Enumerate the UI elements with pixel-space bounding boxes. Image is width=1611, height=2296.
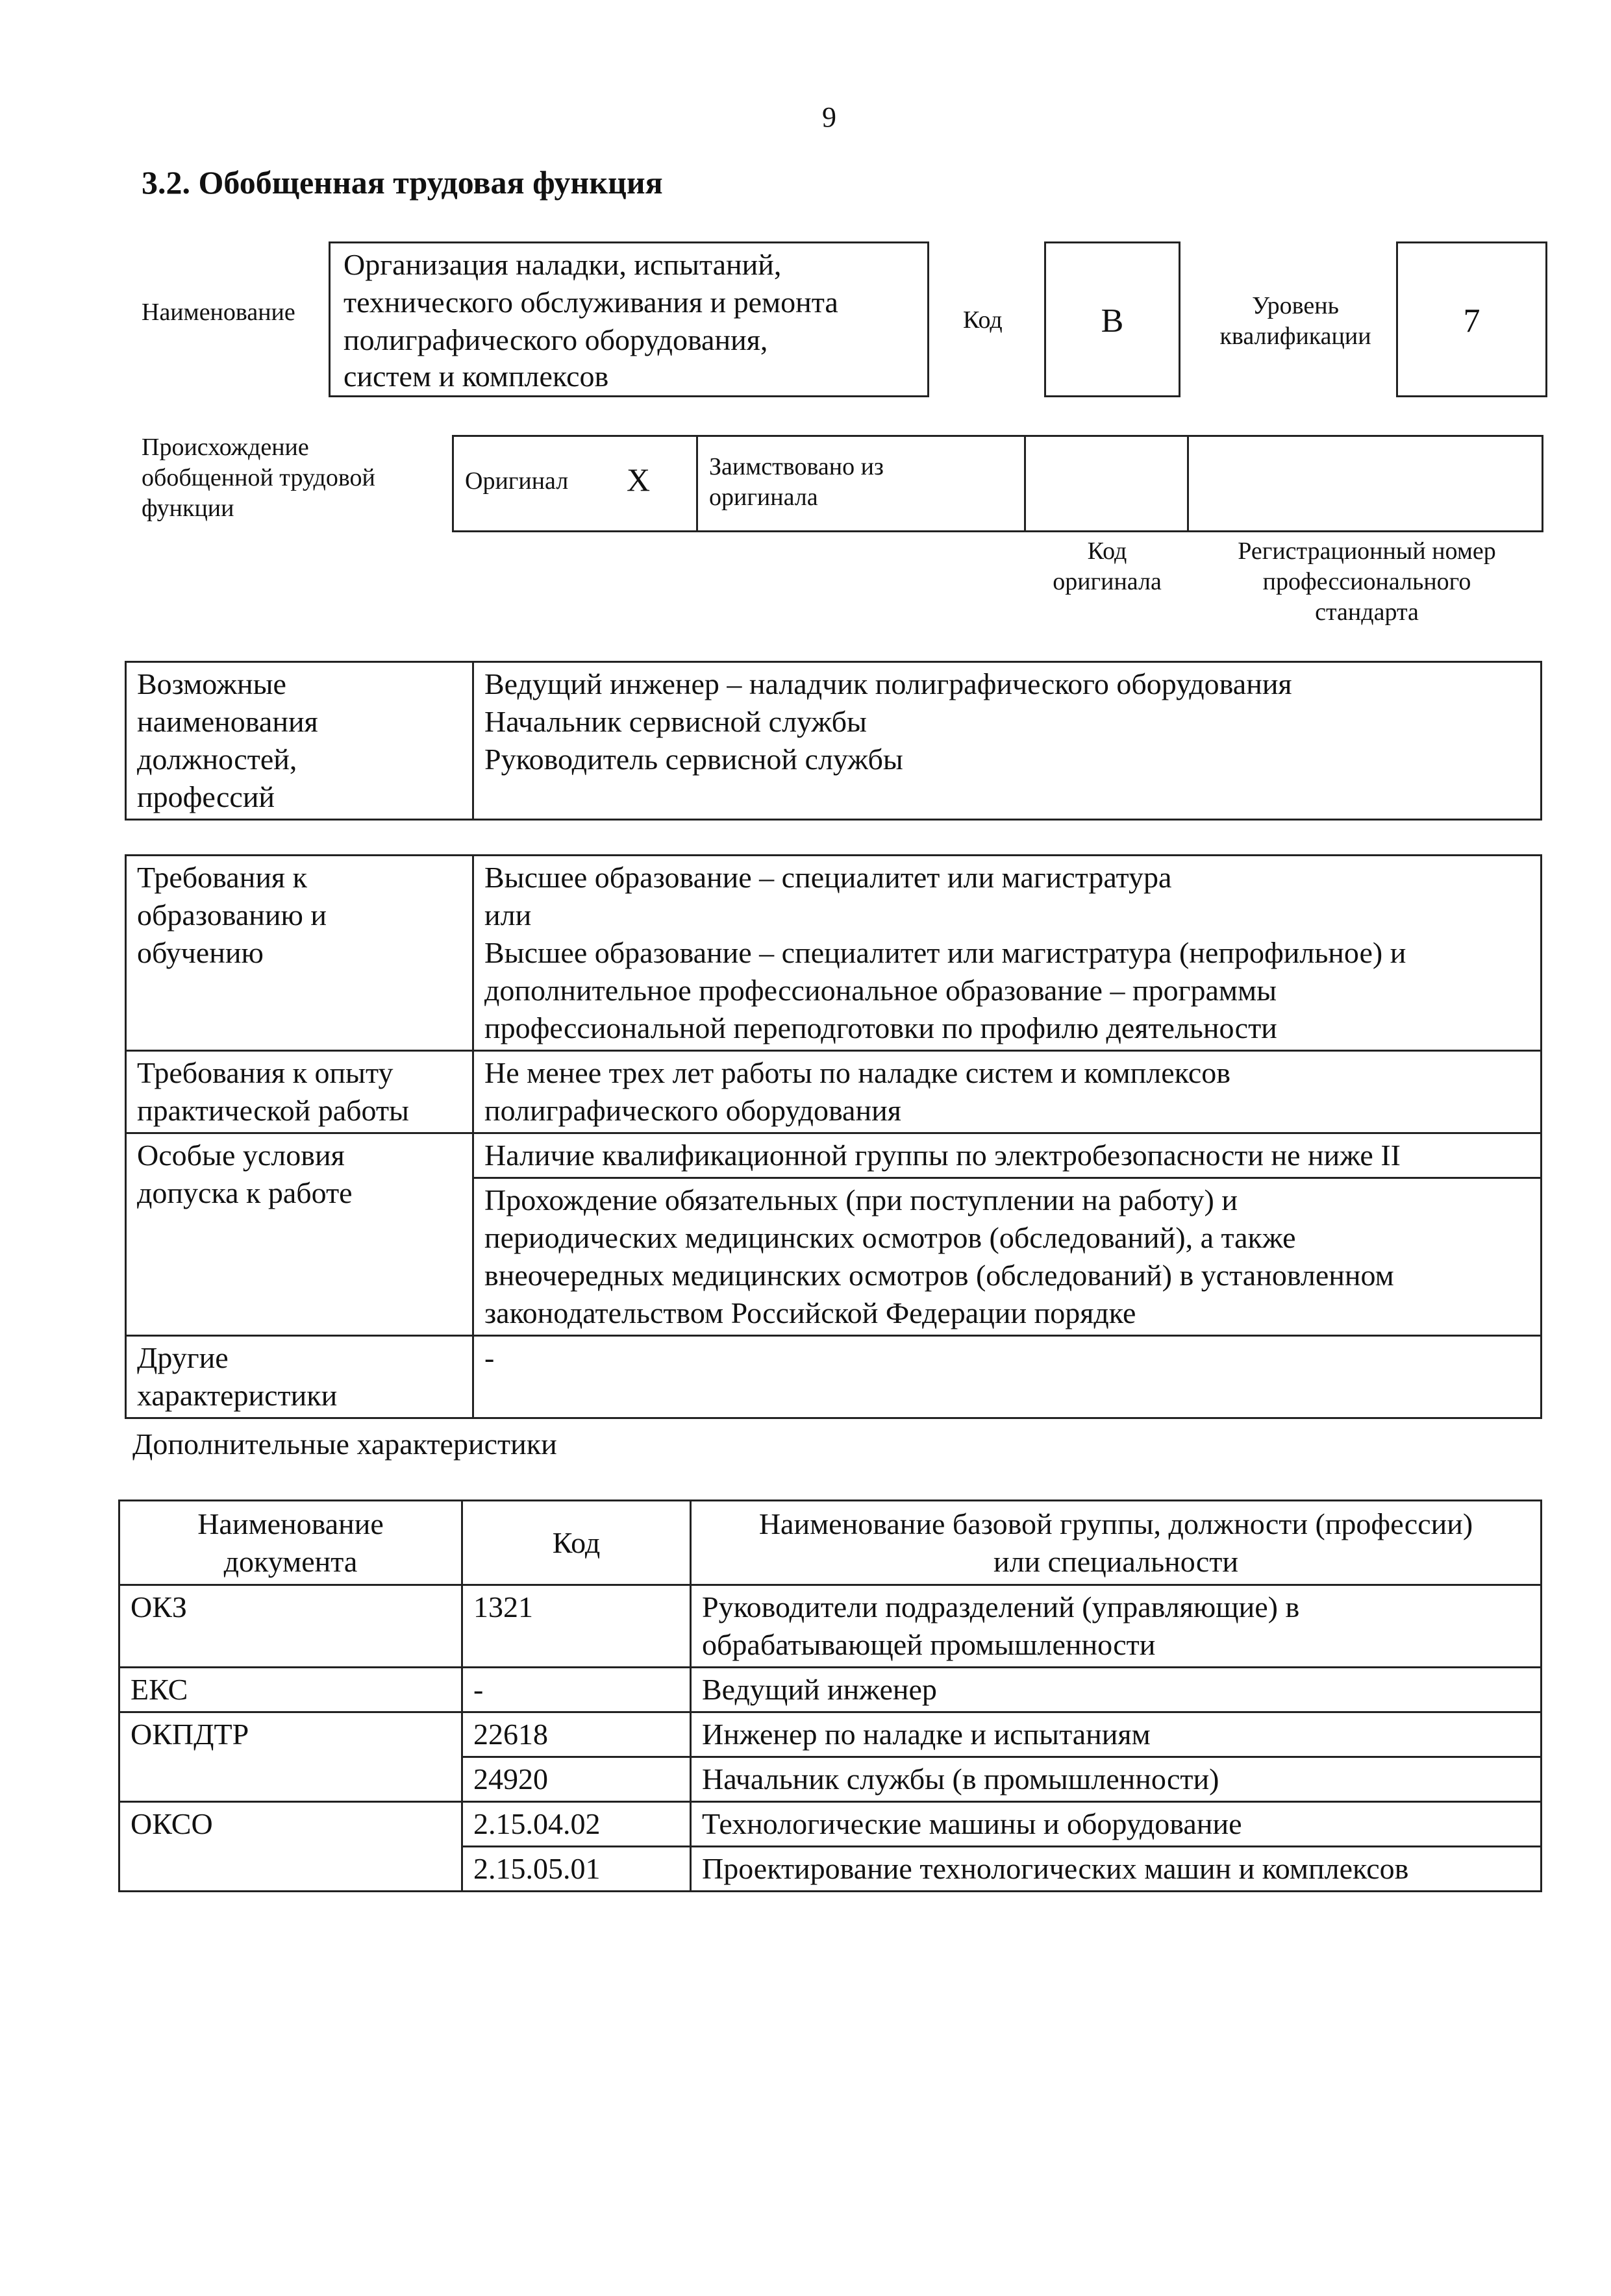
value-line: Высшее образование – специалитет или магистратура <box>484 861 1172 894</box>
label-line: характеристики <box>137 1379 338 1412</box>
special-value-2 <box>473 1178 1542 1336</box>
code-cell: 22618 <box>462 1712 691 1757</box>
name-line: Руководители подразделений (управляющие) в <box>702 1590 1300 1623</box>
name-cell: Инженер по наладке и испытаниям <box>691 1712 1542 1757</box>
value-line: Не менее трех лет работы по наладке систем и комплексов <box>484 1056 1231 1089</box>
code-value-box <box>1044 241 1180 397</box>
value-line: внеочередных медицинских осмотров (обследований) в установленном <box>484 1259 1394 1292</box>
additional-table <box>118 1500 1542 1892</box>
label-line: обучению <box>137 936 264 969</box>
code-original-caption <box>1013 536 1201 597</box>
name-cell <box>691 1585 1542 1668</box>
function-name-line: технического обслуживания и ремонта <box>343 286 838 319</box>
other-label <box>126 1336 473 1418</box>
label-line: Требования к опыту <box>137 1056 393 1089</box>
value-line: или <box>484 898 532 932</box>
label-line: допуска к работе <box>137 1176 353 1209</box>
original-label: Оригинал <box>465 467 569 495</box>
doc-cell: ЕКС <box>119 1668 462 1712</box>
function-name-line: полиграфического оборудования, <box>343 323 768 356</box>
page-number: 9 <box>822 101 836 133</box>
code-cell: 1321 <box>462 1585 691 1668</box>
position-item: Начальник сервисной службы <box>484 705 867 738</box>
function-name-line: систем и комплексов <box>343 360 609 393</box>
header-line: Наименование <box>197 1507 384 1540</box>
label-line: Требования к <box>137 861 307 894</box>
value-line: законодательством Российской Федерации порядке <box>484 1296 1136 1329</box>
position-item: Ведущий инженер – наладчик полиграфического оборудования <box>484 667 1292 700</box>
borrowed-label-line: оригинала <box>709 484 818 511</box>
name-cell: Ведущий инженер <box>691 1668 1542 1712</box>
function-name-box <box>329 241 929 397</box>
header-line: или специальности <box>993 1544 1239 1578</box>
caption-line: Регистрационный номер <box>1238 537 1496 565</box>
value-line: Высшее образование – специалитет или магистратура (непрофильное) и <box>484 936 1406 969</box>
name-cell: Технологические машины и оборудование <box>691 1802 1542 1847</box>
col-header-name <box>691 1501 1542 1585</box>
positions-label-line: профессий <box>137 780 275 813</box>
table-row <box>119 1668 1542 1712</box>
name-cell: Начальник службы (в промышленности) <box>691 1757 1542 1802</box>
code-cell: 24920 <box>462 1757 691 1802</box>
code-cell: 2.15.04.02 <box>462 1802 691 1847</box>
positions-values <box>473 662 1542 820</box>
education-value <box>473 856 1542 1051</box>
name-line: обрабатывающей промышленности <box>702 1628 1156 1661</box>
label-line: образованию и <box>137 898 327 932</box>
doc-cell: ОКПДТР <box>119 1712 462 1802</box>
table-row <box>119 1712 1542 1757</box>
experience-value <box>473 1051 1542 1133</box>
table-row <box>119 1802 1542 1847</box>
original-mark: Х <box>627 462 651 498</box>
table-row <box>119 1585 1542 1668</box>
section-title: 3.2. Обобщенная трудовая функция <box>142 164 663 201</box>
name-cell: Проектирование технологических машин и комплексов <box>691 1847 1542 1892</box>
special-label <box>126 1133 473 1336</box>
doc-cell: ОКСО <box>119 1802 462 1892</box>
borrowed-label-line: Заимствовано из <box>709 453 884 480</box>
special-value-1: Наличие квалификационной группы по электробезопасности не ниже II <box>473 1133 1542 1178</box>
positions-label-line: наименования <box>137 705 318 738</box>
experience-label <box>126 1051 473 1133</box>
code-cell: 2.15.05.01 <box>462 1847 691 1892</box>
reg-number-caption <box>1195 536 1539 628</box>
name-label: Наименование <box>142 299 295 326</box>
origin-label <box>142 432 375 524</box>
value-line: профессиональной переподготовки по профилю деятельности <box>484 1011 1277 1044</box>
positions-label <box>126 662 473 820</box>
origin-label-line: функции <box>142 495 234 522</box>
level-value: 7 <box>1463 302 1480 339</box>
label-line: Другие <box>137 1341 229 1374</box>
origin-label-line: Происхождение <box>142 434 309 461</box>
positions-label-line: Возможные <box>137 667 286 700</box>
level-label <box>1201 291 1390 352</box>
requirements-table <box>125 854 1542 1419</box>
code-label: Код <box>963 306 1003 334</box>
label-line: Особые условия <box>137 1139 345 1172</box>
origin-table <box>452 435 1543 532</box>
other-value: - <box>473 1336 1542 1418</box>
level-label-line: квалификации <box>1219 323 1371 350</box>
doc-cell: ОКЗ <box>119 1585 462 1668</box>
caption-line: оригинала <box>1053 568 1162 595</box>
header-line: Наименование базовой группы, должности (профессии) <box>758 1507 1473 1540</box>
header-line: документа <box>223 1544 358 1578</box>
caption-line: профессионального <box>1262 568 1471 595</box>
position-item: Руководитель сервисной службы <box>484 743 903 776</box>
positions-label-line: должностей, <box>137 743 297 776</box>
value-line: полиграфического оборудования <box>484 1094 901 1127</box>
label-line: практической работы <box>137 1094 409 1127</box>
caption-line: стандарта <box>1315 599 1419 626</box>
borrowed-label <box>709 452 884 513</box>
value-line: периодических медицинских осмотров (обследований), а также <box>484 1221 1296 1254</box>
level-label-line: Уровень <box>1252 292 1339 319</box>
positions-table <box>125 661 1542 821</box>
level-value-box <box>1396 241 1547 397</box>
value-line: дополнительное профессиональное образование – программы <box>484 974 1277 1007</box>
caption-line: Код <box>1087 537 1127 565</box>
code-value: В <box>1101 302 1124 339</box>
col-header-document <box>119 1501 462 1585</box>
code-cell: - <box>462 1668 691 1712</box>
col-header-code: Код <box>462 1501 691 1585</box>
origin-label-line: обобщенной трудовой <box>142 464 375 491</box>
function-name-line: Организация наладки, испытаний, <box>343 248 782 281</box>
additional-title: Дополнительные характеристики <box>132 1427 557 1461</box>
value-line: Прохождение обязательных (при поступлении на работу) и <box>484 1183 1238 1216</box>
education-label <box>126 856 473 1051</box>
